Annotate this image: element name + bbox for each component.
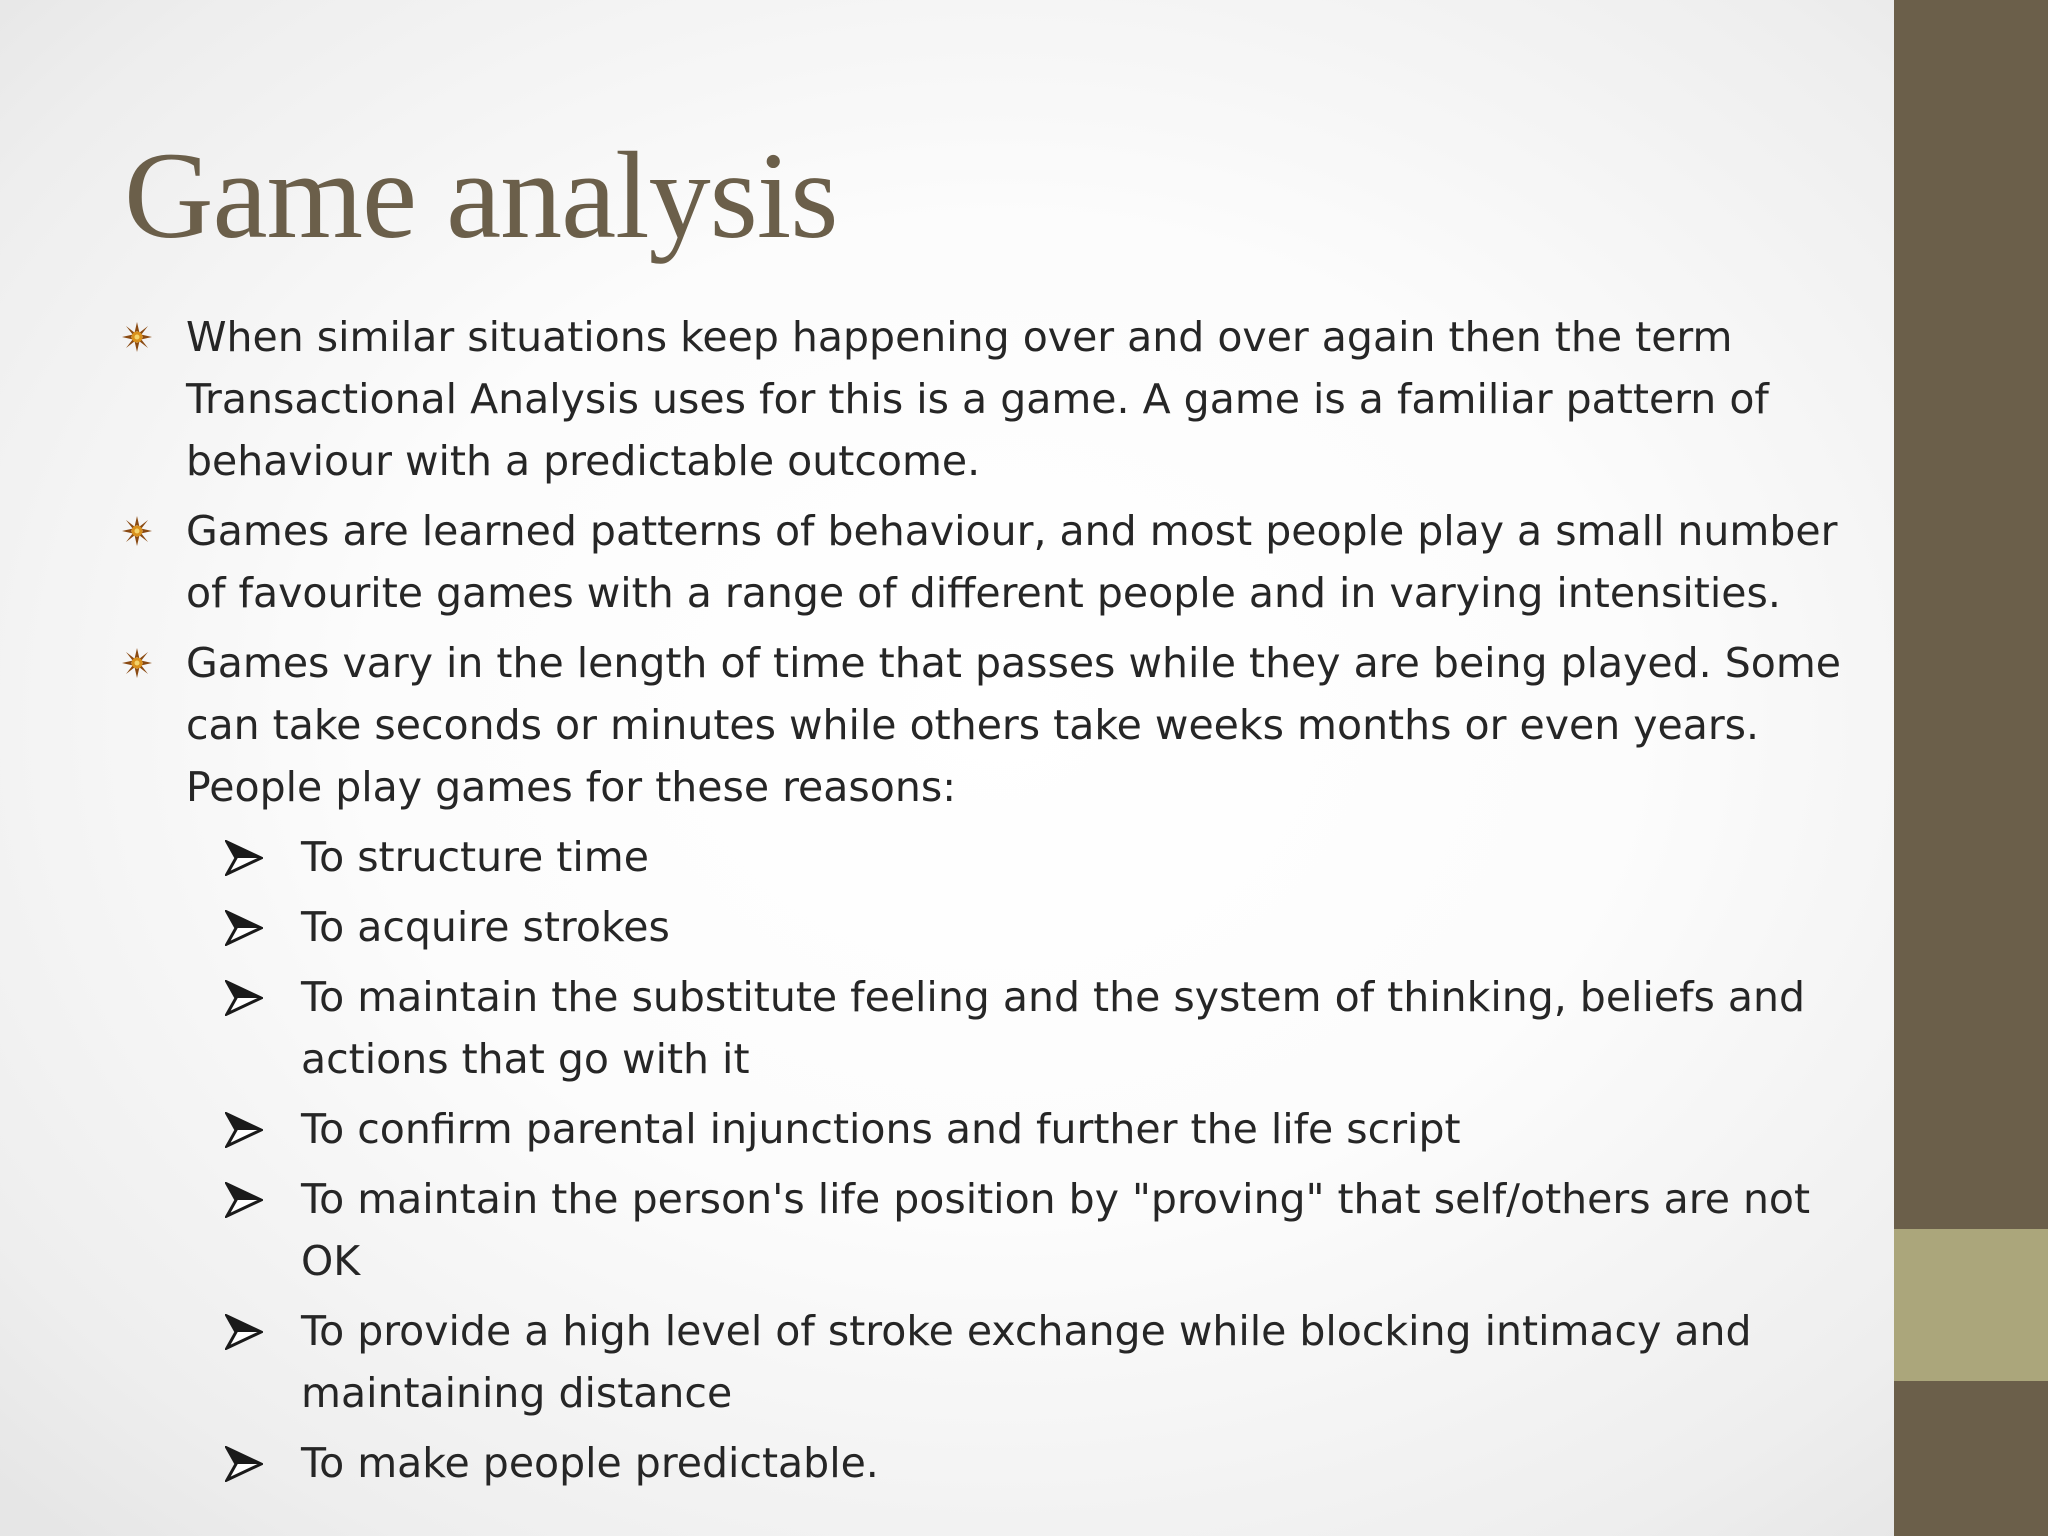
reason-item (118, 1098, 1878, 1160)
reason-item (118, 896, 1878, 958)
arrowhead-bullet-icon (225, 1112, 263, 1148)
slide-body (118, 306, 1878, 1502)
reason-item (118, 1300, 1878, 1424)
bullet-text: Games are learned patterns of behaviour, and most people play a small number of favourite games with a range of different people and in varying intensities. (186, 507, 1838, 617)
arrowhead-bullet-icon (225, 1314, 263, 1350)
bullet-item (118, 306, 1878, 492)
sun-star-bullet-icon (122, 516, 152, 546)
sun-star-bullet-icon (122, 648, 152, 678)
bullet-text: Games vary in the length of time that passes while they are being played. Some can take seconds or minutes while others take weeks months or even years. People play games for these reasons: (186, 639, 1841, 811)
bullet-item (118, 632, 1878, 818)
arrowhead-bullet-icon (225, 910, 263, 946)
reason-text: To make people predictable. (301, 1439, 879, 1487)
arrowhead-bullet-icon (225, 840, 263, 876)
reason-text: To maintain the person's life position by "proving" that self/others are not OK (301, 1175, 1811, 1285)
reason-item (118, 1432, 1878, 1494)
arrowhead-bullet-icon (225, 1446, 263, 1482)
slide-title: Game analysis (124, 127, 838, 264)
reason-text: To confirm parental injunctions and further the life script (301, 1105, 1461, 1153)
sun-star-bullet-icon (122, 322, 152, 352)
bullet-text: When similar situations keep happening over and over again then the term Transactional Analysis uses for this is a game. A game is a familiar pattern of behaviour with a predictable outcome. (186, 313, 1769, 485)
reason-text: To provide a high level of stroke exchange while blocking intimacy and maintaining distance (301, 1307, 1752, 1417)
arrowhead-bullet-icon (225, 1182, 263, 1218)
bullet-item (118, 500, 1878, 624)
side-bar-accent (1894, 1229, 2048, 1381)
reason-item (118, 966, 1878, 1090)
reason-item (118, 826, 1878, 888)
arrowhead-bullet-icon (225, 980, 263, 1016)
reasons-list (118, 826, 1878, 1494)
reason-text: To acquire strokes (301, 903, 670, 951)
reason-text: To maintain the substitute feeling and the system of thinking, beliefs and actions that go with it (301, 973, 1806, 1083)
reason-item (118, 1168, 1878, 1292)
reason-text: To structure time (301, 833, 649, 881)
